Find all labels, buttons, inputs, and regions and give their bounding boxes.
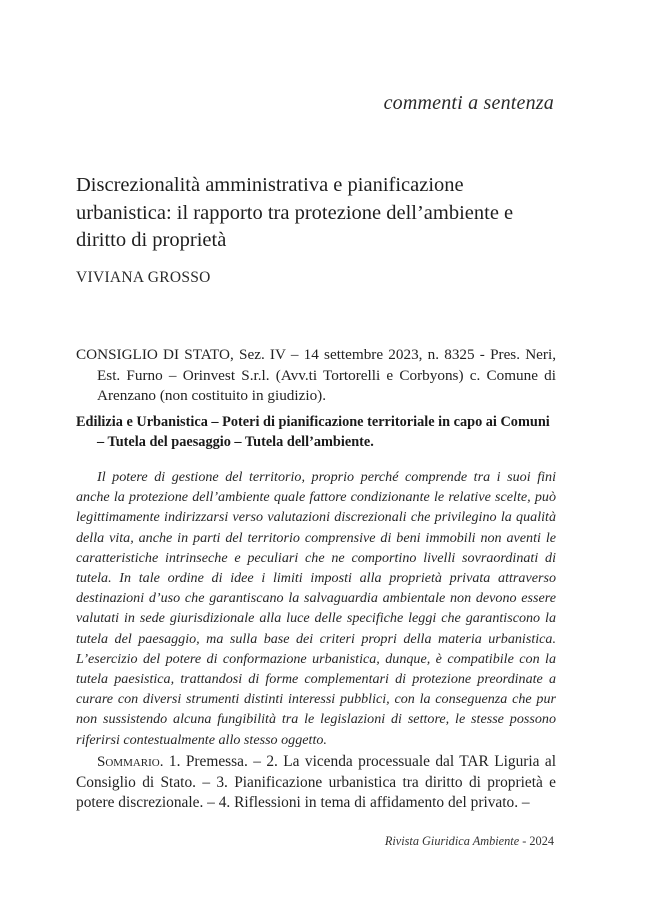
section-label: commenti a sentenza xyxy=(383,92,554,114)
keywords: Edilizia e Urbanistica – Poteri di pianificazione territoriale in capo ai Comuni – Tutela del paesaggio – Tutela dell’ambiente. xyxy=(76,414,550,450)
abstract: Il potere di gestione del territorio, proprio perché comprende tra i suoi fini anche la protezione dell’ambiente quale fattore condizionante le relative scelte, può legittimamente indirizzarsi verso valutazioni discrezionali che privilegino la qualità della vita, anche in parti del territorio comprensive di beni immobili non aventi le caratteristiche intrinseche e peculiari che ne comportino livelli sovraordinati di tutela. In tale ordine di idee i limiti imposti alla proprietà privata attraverso destinazioni d’uso che garantiscano la salvaguardia ambientale non devono essere valutati in sede giurisdizionale alla luce delle specifiche leggi che garantiscono la tutela del paesaggio, ma sulla base dei criteri propri della materia urbanistica. L’esercizio del potere di conformazione urbanistica, dunque, è compatibile con la tutela paesistica, trattandosi di forme complementari di protezione preordinate a curare con diversi strumenti distinti interessi pubblici, con la conseguenza che pur non sussistendo alcuna fungibilità tra le legislazioni di settore, le stesse possono riferirsi contestualmente allo stesso oggetto. xyxy=(76,469,556,748)
journal-name: Rivista Giuridica Ambiente xyxy=(384,834,520,848)
journal-year: 2024 xyxy=(529,834,554,848)
summary xyxy=(76,752,556,814)
footer-separator: - xyxy=(519,834,530,848)
summary-text: 1. Premessa. – 2. La vicenda processuale dal TAR Liguria al Consiglio di Stato. – 3. Pianificazione urbanistica tra diritto di proprietà e potere discrezionale. – 4. Riflessioni in tema di affidamento del privato. – xyxy=(76,753,556,811)
page-footer xyxy=(385,834,554,849)
case-reference xyxy=(76,345,556,407)
summary-label: Sommario. xyxy=(97,754,164,770)
article-title: Discrezionalità amministrativa e pianificazione urbanistica: il rapporto tra protezione dell’ambiente e diritto di proprietà xyxy=(76,174,514,251)
case-reference-text: CONSIGLIO DI STATO, Sez. IV – 14 settembre 2023, n. 8325 - Pres. Neri, Est. Furno – Orinvest S.r.l. (Avv.ti Tortorelli e Corbyons) c. Comune di Arenzano (non costituito in giudizio). xyxy=(76,346,556,404)
author-name: VIVIANA GROSSO xyxy=(76,269,211,286)
